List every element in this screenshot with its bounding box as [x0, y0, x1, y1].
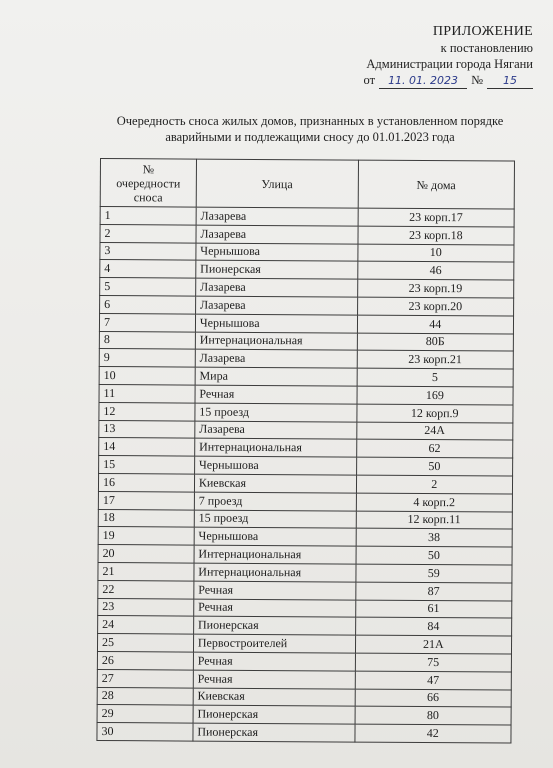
- street-cell: Лазарева: [196, 225, 358, 244]
- appendix-resolution-line: к постановлению: [440, 41, 533, 55]
- street-cell: Лазарева: [195, 421, 357, 440]
- handwritten-number: 15: [487, 74, 533, 89]
- house-number-cell: 47: [355, 671, 512, 690]
- row-number-cell: 3: [100, 242, 196, 260]
- house-number-cell: 23 корп.19: [357, 279, 514, 298]
- street-cell: Мира: [195, 367, 357, 386]
- street-cell: Лазарева: [196, 207, 358, 226]
- row-number-cell: 13: [99, 420, 195, 438]
- row-number-cell: 24: [98, 616, 194, 634]
- document-title-line-2: аварийными и подлежащими сносу до 01.01.2023 года: [165, 130, 455, 144]
- house-number-cell: 59: [355, 564, 512, 583]
- house-number-cell: 62: [356, 439, 513, 458]
- house-number-cell: 4 корп.2: [356, 493, 513, 512]
- street-cell: Чернышова: [194, 527, 356, 546]
- row-number-cell: 18: [98, 509, 194, 527]
- street-cell: Пионерская: [196, 260, 358, 279]
- street-cell: Интернациональная: [195, 438, 357, 457]
- handwritten-date: 11. 01. 2023: [379, 74, 467, 89]
- street-cell: 15 проезд: [195, 403, 357, 422]
- house-number-cell: 50: [356, 546, 513, 565]
- row-number-cell: 30: [97, 723, 193, 741]
- row-number-cell: 1: [100, 207, 196, 225]
- house-number-cell: 12 корп.9: [356, 404, 513, 423]
- column-header-street: Улица: [196, 159, 358, 208]
- row-number-cell: 23: [98, 598, 194, 616]
- row-number-cell: 11: [99, 384, 195, 402]
- row-number-cell: 29: [97, 705, 193, 723]
- street-cell: Речная: [194, 581, 356, 600]
- house-number-cell: 84: [355, 617, 512, 636]
- house-number-cell: 23 корп.21: [357, 350, 514, 369]
- house-number-cell: 80Б: [357, 333, 514, 352]
- table-row: [97, 723, 511, 743]
- row-number-cell: 16: [98, 473, 194, 491]
- house-number-cell: 87: [355, 582, 512, 601]
- street-cell: Пионерская: [193, 705, 355, 724]
- street-cell: Киевская: [194, 474, 356, 493]
- street-cell: Пионерская: [193, 616, 355, 635]
- house-number-cell: 23 корп.20: [357, 297, 514, 316]
- appendix-date-line: [293, 72, 533, 89]
- house-number-cell: 75: [355, 653, 512, 672]
- street-cell: Интернациональная: [194, 545, 356, 564]
- appendix-administration-line: Администрации города Нягани: [366, 57, 533, 71]
- street-cell: Интернациональная: [195, 332, 357, 351]
- demolition-order-table: [96, 158, 515, 743]
- street-cell: Речная: [193, 652, 355, 671]
- house-number-cell: 23 корп.17: [358, 208, 515, 227]
- row-number-cell: 20: [98, 545, 194, 563]
- house-number-cell: 12 корп.11: [356, 511, 513, 530]
- house-number-cell: 50: [356, 457, 513, 476]
- row-number-cell: 26: [97, 651, 193, 669]
- street-cell: Пионерская: [193, 723, 355, 742]
- street-cell: Киевская: [193, 688, 355, 707]
- number-prefix: №: [471, 73, 483, 87]
- document-title: [90, 113, 530, 145]
- street-cell: Речная: [194, 599, 356, 618]
- appendix-title: ПРИЛОЖЕНИЕ: [432, 24, 533, 39]
- house-number-cell: 44: [357, 315, 514, 334]
- house-number-cell: 24А: [356, 422, 513, 441]
- house-number-cell: 80: [355, 706, 512, 725]
- row-number-cell: 25: [97, 634, 193, 652]
- street-cell: Чернышова: [195, 314, 357, 333]
- row-number-cell: 2: [100, 224, 196, 242]
- street-cell: Первостроителей: [193, 634, 355, 653]
- house-number-cell: 46: [357, 261, 514, 280]
- appendix-header: [293, 24, 533, 89]
- row-number-cell: 15: [99, 456, 195, 474]
- row-number-cell: 17: [98, 491, 194, 509]
- row-number-cell: 5: [100, 278, 196, 296]
- row-number-cell: 4: [100, 260, 196, 278]
- row-number-cell: 10: [99, 367, 195, 385]
- row-number-cell: 28: [97, 687, 193, 705]
- house-number-cell: 38: [356, 528, 513, 547]
- table-header-row: [100, 159, 514, 210]
- document-title-line-1: Очередность сноса жилых домов, признанных в установленном порядке: [116, 114, 504, 128]
- street-cell: 7 проезд: [194, 492, 356, 511]
- house-number-cell: 10: [357, 244, 514, 263]
- house-number-cell: 42: [355, 724, 512, 743]
- house-number-cell: 61: [355, 600, 512, 619]
- street-cell: Чернышова: [194, 456, 356, 475]
- table-body: [97, 207, 514, 743]
- row-number-cell: 27: [97, 669, 193, 687]
- street-cell: Чернышова: [196, 243, 358, 262]
- house-number-cell: 66: [355, 689, 512, 708]
- row-number-cell: 21: [98, 562, 194, 580]
- street-cell: Интернациональная: [194, 563, 356, 582]
- street-cell: Лазарева: [196, 278, 358, 297]
- street-cell: Лазарева: [195, 296, 357, 315]
- row-number-cell: 8: [99, 331, 195, 349]
- house-number-cell: 21А: [355, 635, 512, 654]
- row-number-cell: 12: [99, 402, 195, 420]
- row-number-cell: 7: [99, 313, 195, 331]
- street-cell: Речная: [193, 670, 355, 689]
- house-number-cell: 5: [357, 368, 514, 387]
- street-cell: 15 проезд: [194, 510, 356, 529]
- house-number-cell: 23 корп.18: [358, 226, 515, 245]
- row-number-cell: 6: [100, 295, 196, 313]
- row-number-cell: 22: [98, 580, 194, 598]
- date-prefix: от: [363, 73, 376, 87]
- column-header-house: № дома: [358, 160, 515, 209]
- house-number-cell: 2: [356, 475, 513, 494]
- street-cell: Лазарева: [195, 349, 357, 368]
- row-number-cell: 19: [98, 527, 194, 545]
- house-number-cell: 169: [357, 386, 514, 405]
- row-number-cell: 9: [99, 349, 195, 367]
- row-number-cell: 14: [99, 438, 195, 456]
- street-cell: Речная: [195, 385, 357, 404]
- column-header-order: № очередности сноса: [100, 159, 196, 208]
